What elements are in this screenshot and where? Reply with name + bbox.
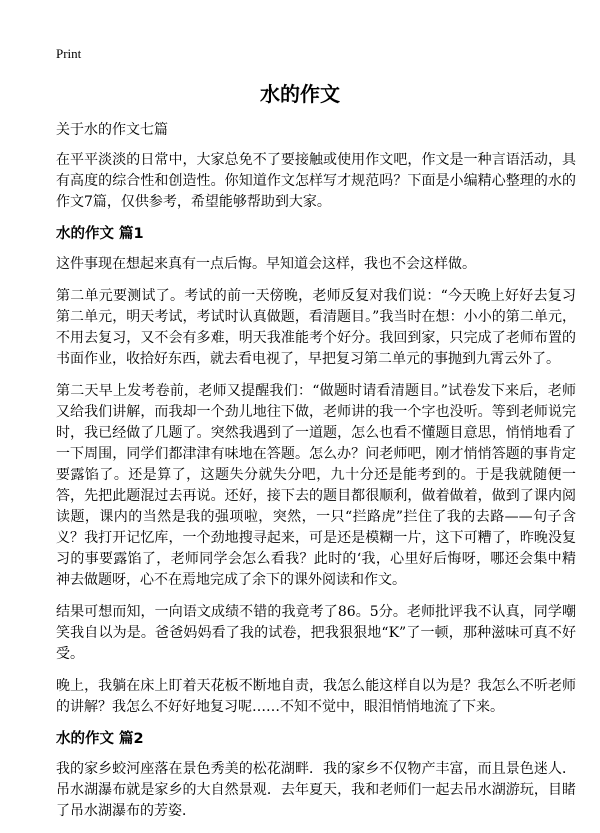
page-title: 水的作文 — [260, 82, 340, 106]
essay-paragraph: 结果可想而知，一向语文成绩不错的我竟考了86。5分。老师批评我不认真，同学嘲笑我自以为是。爸爸妈妈看了我的试卷，把我狠狠地“K”了一顿，那种滋味可真不好受。 — [56, 604, 576, 662]
article-body — [56, 120, 576, 833]
essay-paragraph: 第二单元要测试了。考试的前一天傍晚，老师反复对我们说：“今天晚上好好去复习第二单元，明天考试，考试时认真做题，看清题目。”我当时在想：小小的第二单元，不用去复习，又不会有多难，明天我准能考个好分。我回到家，只完成了老师布置的书面作业，收拾好东西，就去看电视了，早把复习第二单元的事抛到九霄云外了。 — [56, 288, 576, 367]
essay-paragraph: 第二天早上发考卷前，老师又提醒我们：“做题时请看清题目。”试卷发下来后，老师又给我们讲解，而我却一个劲儿地往下做，老师讲的我一个字也没听。等到老师说完时，我已经做了几题了。突然我遇到了一道题，怎么也看不懂题目意思，悄悄地看了一下周围，同学们都津津有味地在答题。怎么办？问老师吧，刚才悄悄答题的事肯定要露馅了。还是算了，这题失分就失分吧，九十分还是能考到的。于是我就随便一答，先把此题混过去再说。还好，接下去的题目都很顺利，做着做着，做到了课内阅读题，课内的当然是我的强项啦，突然，一只“拦路虎”拦住了我的去路——句子含义？我打开记忆库，一个劲地搜寻起来，可是还是模糊一片，这下可糟了，昨晚没复习的事要露馅了，老师同学会怎么看我？此时的‘我，心里好后悔呀，哪还会集中精神去做题呀，心不在焉地完成了余下的课外阅读和作文。 — [56, 383, 576, 588]
essay-section — [56, 224, 576, 718]
essay-paragraph: 我的家乡蛟河座落在景色秀美的松花湖畔．我的家乡不仅物产丰富，而且景色迷人．吊水湖瀑布就是家乡的大自然景观．去年夏天，我和老师们一起去吊水湖游玩，目睹了吊水湖瀑布的芳姿． — [56, 761, 576, 819]
section-heading: 水的作文 篇2 — [56, 731, 144, 747]
essay-section — [56, 729, 576, 822]
intro-paragraph: 在平平淡淡的日常中，大家总免不了要接触或使用作文吧，作文是一种言语活动，具有高度的综合性和创造性。你知道作文怎样写才规范吗？下面是小编精心整理的水的作文7篇，仅供参考，希望能够帮助到大家。 — [56, 152, 576, 210]
article-subtitle: 关于水的作文七篇 — [56, 122, 168, 138]
print-link[interactable]: Print — [56, 46, 82, 61]
essay-paragraph: 晚上，我躺在床上盯着天花板不断地自责，我怎么能这样自以为是？我怎么不听老师的讲解？我怎么不好好地复习呢……不知不觉中，眼泪悄悄地流了下来。 — [56, 678, 576, 715]
section-heading: 水的作文 篇1 — [56, 226, 144, 242]
essay-paragraph: 这件事现在想起来真有一点后悔。早知道会这样，我也不会这样做。 — [56, 256, 476, 272]
